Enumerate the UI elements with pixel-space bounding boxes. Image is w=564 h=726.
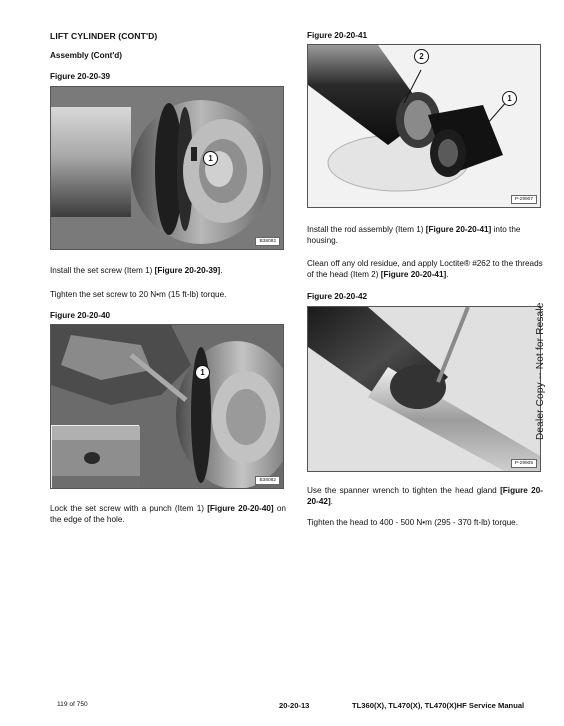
instruction-tighten-gland: Use the spanner wrench to tighten the head gland [Figure 20-20-42]. xyxy=(307,486,544,506)
callout-1: 1 xyxy=(195,365,210,380)
hole-detail-illustration xyxy=(52,426,140,489)
figure-label-39: Figure 20-20-39 xyxy=(50,72,111,81)
instruction-apply-loctite: Clean off any old residue, and apply Loctite® #262 to the threads of the head (Item 2) [Figure 20-20-41]. xyxy=(307,259,543,279)
manual-title: TL360(X), TL470(X), TL470(X)HF Service Manual xyxy=(352,701,525,710)
figure-39-photo xyxy=(50,86,284,250)
figure-label-42: Figure 20-20-42 xyxy=(307,292,368,301)
callout-2: 2 xyxy=(414,49,429,64)
figure-42-photo xyxy=(307,306,541,472)
figure-label-41: Figure 20-20-41 xyxy=(307,31,368,40)
callout-1: 1 xyxy=(502,91,517,106)
figure-code: B38082 xyxy=(255,476,280,485)
subsection-title: Assembly (Cont'd) xyxy=(50,51,123,60)
instruction-lock-set-screw: Lock the set screw with a punch (Item 1) [Figure 20-20-40] on the edge of the hole. xyxy=(50,504,286,524)
figure-label-40: Figure 20-20-40 xyxy=(50,311,111,320)
piston-illustration xyxy=(51,87,284,250)
figure-code: B38082 xyxy=(255,237,280,246)
instruction-install-set-screw: Install the set screw (Item 1) [Figure 20-20-39]. xyxy=(50,266,223,275)
spanner-wrench-illustration xyxy=(308,307,541,472)
instruction-torque-set-screw: Tighten the set screw to 20 N•m (15 ft-lb) torque. xyxy=(50,290,227,299)
figure-41-photo xyxy=(307,44,541,208)
rod-housing-illustration xyxy=(308,45,541,208)
instruction-torque-head: Tighten the head to 400 - 500 N•m (295 - 370 ft-lb) torque. xyxy=(307,518,519,527)
instruction-install-rod: Install the rod assembly (Item 1) [Figure 20-20-41] into the housing. xyxy=(307,225,521,245)
callout-1: 1 xyxy=(203,151,218,166)
figure-code: P-29905 xyxy=(511,459,537,468)
section-title: LIFT CYLINDER (CONT'D) xyxy=(50,31,158,41)
figure-code: P-29907 xyxy=(511,195,537,204)
figure-40-photo xyxy=(50,324,284,489)
dealer-copy-label: Dealer Copy -- Not for Resale xyxy=(535,302,546,440)
page-number: 20-20-13 xyxy=(279,701,310,710)
inset-detail-photo xyxy=(51,425,139,489)
page-count: 119 of 750 xyxy=(57,701,88,708)
